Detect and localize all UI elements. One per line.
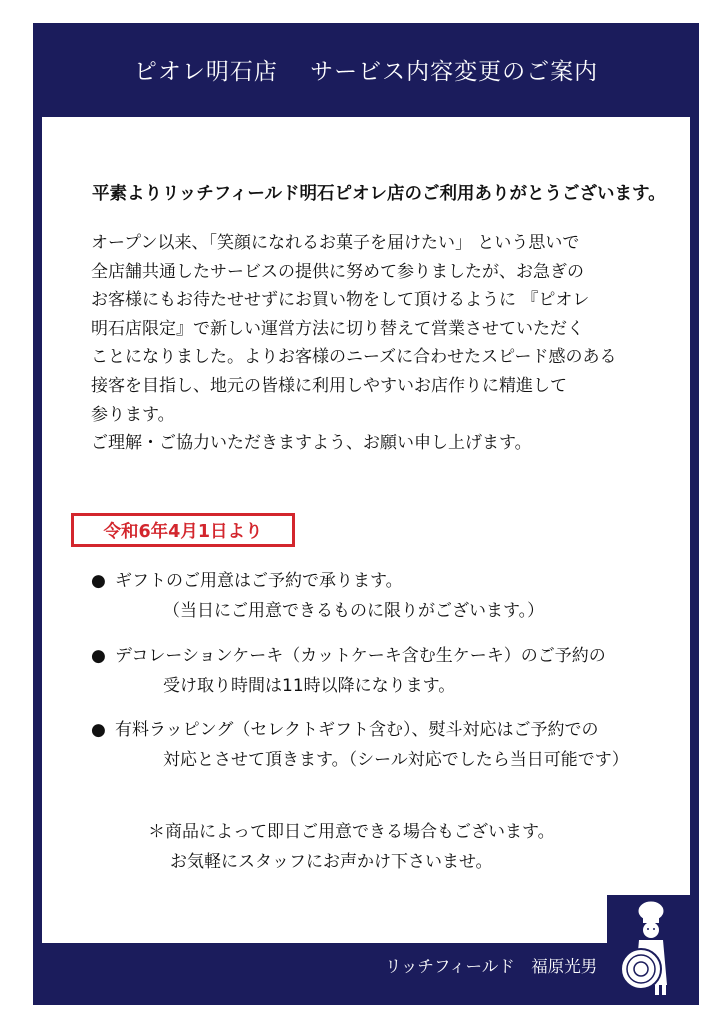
bullet-icon: ● xyxy=(91,646,106,666)
body-line: ことになりました。よりお客様のニーズに合わせたスピード感のある xyxy=(91,347,617,368)
item-line: 有料ラッピング（セレクトギフト含む）、熨斗対応はご予約での xyxy=(115,720,599,740)
item-line: ギフトのご用意はご予約で承ります。 xyxy=(115,571,403,591)
greeting-text: 平素よりリッチフィールド明石ピオレ店のご利用ありがとうございます。 xyxy=(92,184,666,204)
item-subline: （当日にご用意できるものに限りがございます。） xyxy=(163,601,545,621)
note-block xyxy=(148,817,555,877)
note-line: お気軽にスタッフにお声かけ下さいませ。 xyxy=(170,852,493,872)
body-paragraph xyxy=(91,229,671,458)
service-item xyxy=(91,715,629,775)
item-subline: 受け取り時間は11時以降になります。 xyxy=(163,676,456,696)
page-title: ピオレ明石店 サービス内容変更のご案内 xyxy=(133,58,599,85)
body-line: オープン以来、「笑顔になれるお菓子を届けたい」 という思いで xyxy=(91,233,580,253)
chef-mascot-icon xyxy=(607,895,695,999)
bullet-icon: ● xyxy=(91,720,106,740)
service-item xyxy=(91,566,544,626)
body-line: 接客を目指し、地元の皆様に利用しやすいお店作りに精進して xyxy=(91,375,567,396)
body-line: 全店舗共通したサービスの提供に努めて参りましたが、お急ぎの xyxy=(91,261,584,282)
item-line: デコレーションケーキ（カットケーキ含む生ケーキ）のご予約の xyxy=(115,646,606,666)
signature: リッチフィールド 福原光男 xyxy=(385,957,598,976)
bullet-icon: ● xyxy=(91,571,106,591)
body-line: 明石店限定』で新しい運営方法に切り替えて営業させていただく xyxy=(91,318,584,339)
body-line: お客様にもお待たせせずにお買い物をして頂けるように 『ピオレ xyxy=(91,290,590,311)
notice-frame xyxy=(33,23,699,1005)
item-subline: 対応とさせて頂きます。（シール対応でしたら当日可能です） xyxy=(163,750,629,770)
body-line: ご理解・ご協力いただきますよう、お願い申し上げます。 xyxy=(91,433,532,454)
note-line: ＊商品によって即日ご用意できる場合もございます。 xyxy=(148,822,555,842)
effective-date-badge: 令和6年4月1日より xyxy=(71,513,295,547)
service-item xyxy=(91,641,606,701)
body-line: 参ります。 xyxy=(91,404,175,425)
notice-panel xyxy=(42,117,690,943)
